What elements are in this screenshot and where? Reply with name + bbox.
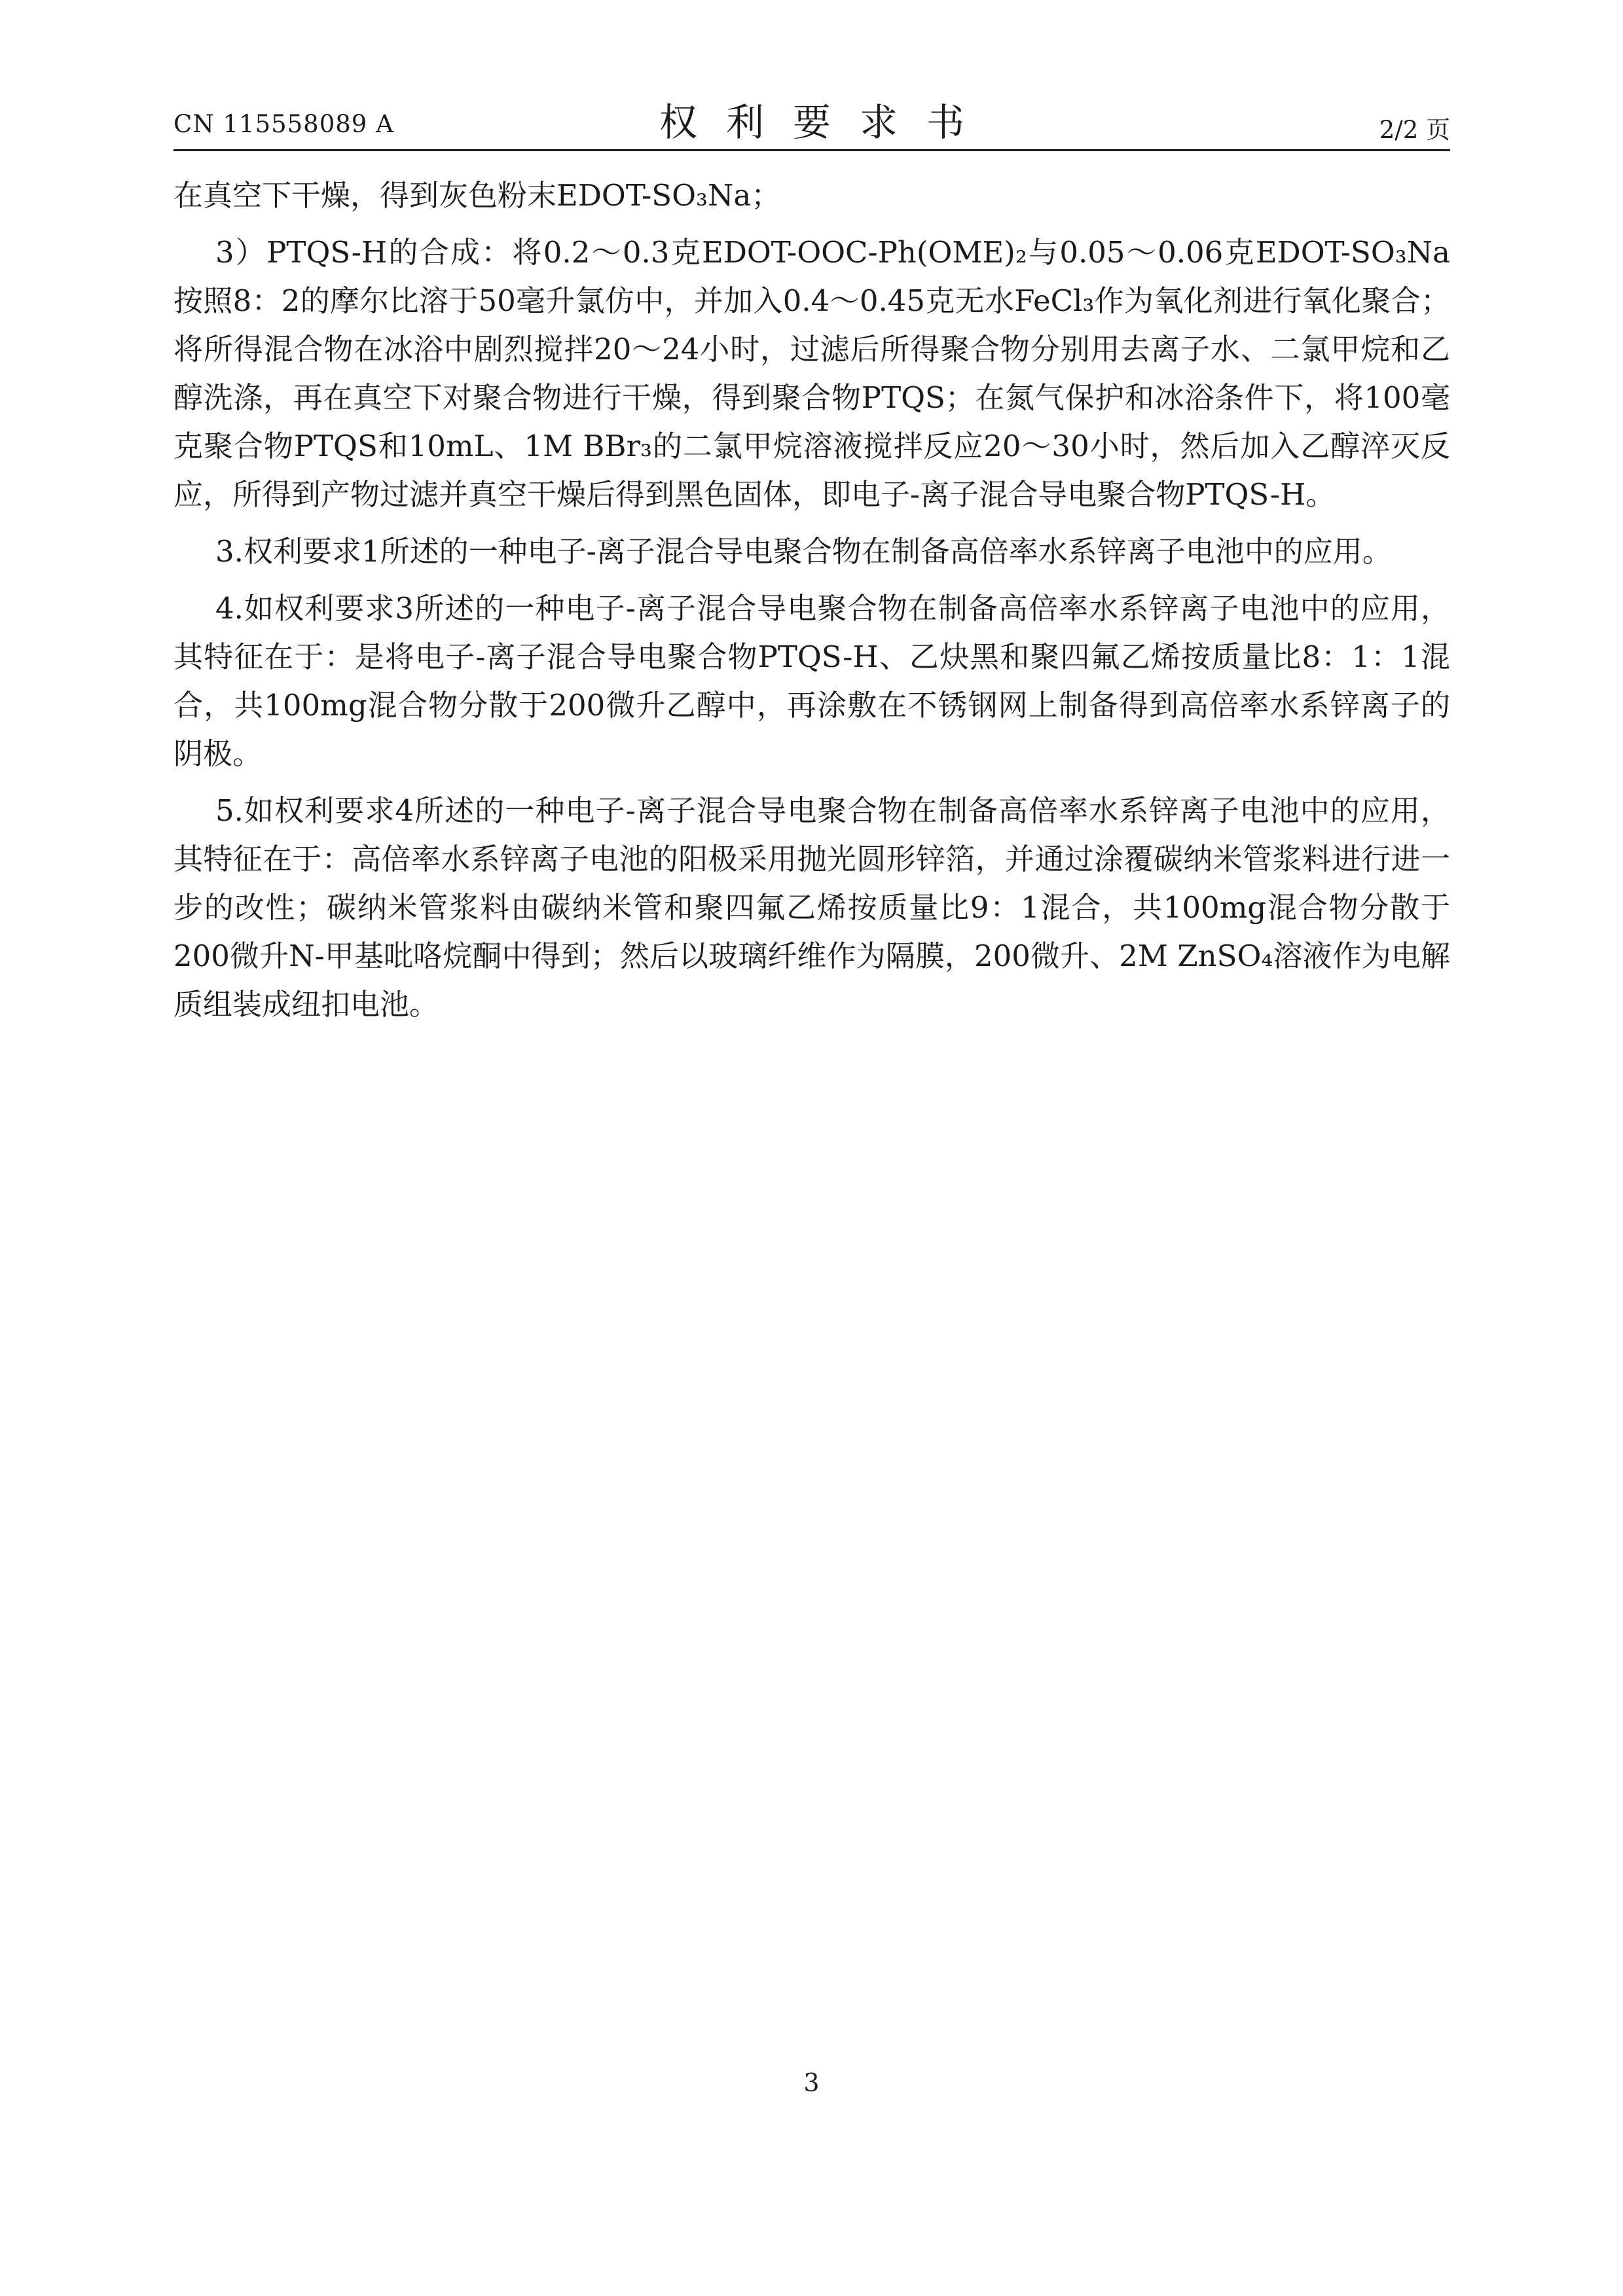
- page-indicator: 2/2 页: [1379, 116, 1450, 144]
- claim-paragraph-step-3: 3）PTQS-H的合成：将0.2～0.3克EDOT-OOC-Ph(OME)₂与0.05～0.06克EDOT-SO₃Na按照8：2的摩尔比溶于50毫升氯仿中，并加入0.4～0.45克无水FeCl₃作为氧化剂进行氧化聚合；将所得混合物在冰浴中剧烈搅拌20～24小时，过滤后所得聚合物分别用去离子水、二氯甲烷和乙醇洗涤，再在真空下对聚合物进行干燥，得到聚合物PTQS；在氮气保护和冰浴条件下，将100毫克聚合物PTQS和10mL、1M BBr₃的二氯甲烷溶液搅拌反应20～30小时，然后加入乙醇淬灭反应，所得到产物过滤并真空干燥后得到黑色固体，即电子-离子混合导电聚合物PTQS-H。: [173, 235, 1450, 512]
- claims-body: [173, 164, 1450, 1037]
- page-number: 3: [803, 2068, 820, 2097]
- claim-paragraph-continued: 在真空下干燥，得到灰色粉末EDOT-SO₃Na；: [173, 178, 781, 213]
- claim-5: 5.如权利要求4所述的一种电子-离子混合导电聚合物在制备高倍率水系锌离子电池中的应用，其特征在于：高倍率水系锌离子电池的阳极采用抛光圆形锌箔，并通过涂覆碳纳米管浆料进行进一步的改性；碳纳米管浆料由碳纳米管和聚四氟乙烯按质量比9：1混合，共100mg混合物分散于200微升N-甲基吡咯烷酮中得到；然后以玻璃纤维作为隔膜，200微升、2M ZnSO₄溶液作为电解质组装成纽扣电池。: [173, 793, 1450, 1022]
- claim-3: 3.权利要求1所述的一种电子-离子混合导电聚合物在制备高倍率水系锌离子电池中的应用。: [215, 534, 1392, 569]
- publication-number: CN 115558089 A: [173, 110, 394, 138]
- page-header: [173, 92, 1450, 151]
- document-title: 权利要求书: [659, 100, 993, 145]
- header-divider: [173, 149, 1450, 151]
- claim-4: 4.如权利要求3所述的一种电子-离子混合导电聚合物在制备高倍率水系锌离子电池中的应用，其特征在于：是将电子-离子混合导电聚合物PTQS-H、乙炔黑和聚四氟乙烯按质量比8：1：1混合，共100mg混合物分散于200微升乙醇中，再涂敷在不锈钢网上制备得到高倍率水系锌离子的阴极。: [173, 591, 1450, 771]
